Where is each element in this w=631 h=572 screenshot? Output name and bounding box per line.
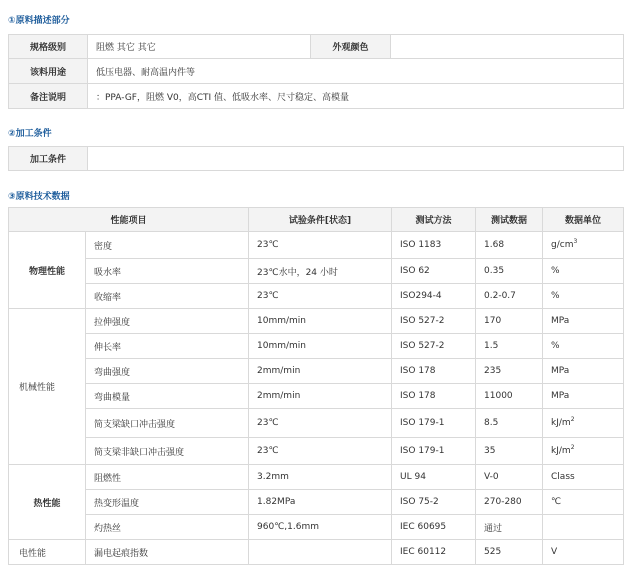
test-method: ISO 527-2 xyxy=(392,309,476,334)
processing-value xyxy=(88,147,624,171)
test-value: 通过 xyxy=(476,515,543,540)
remarks-value: ：PPA-GF，阻燃 V0，高CTI 值、低吸水率、尺寸稳定、高模量 xyxy=(88,84,624,109)
test-value: 235 xyxy=(476,359,543,384)
property-name: 伸长率 xyxy=(86,334,249,359)
test-condition: 23℃ xyxy=(249,438,392,465)
test-condition xyxy=(249,540,392,565)
property-name: 吸水率 xyxy=(86,259,249,284)
table-row xyxy=(9,438,624,465)
test-method: UL 94 xyxy=(392,465,476,490)
unit xyxy=(543,232,624,259)
unit: % xyxy=(543,334,624,359)
property-name: 弯曲强度 xyxy=(86,359,249,384)
property-name: 收缩率 xyxy=(86,284,249,309)
category-thermal: 热性能 xyxy=(9,465,86,540)
table-row xyxy=(9,259,624,284)
test-method: ISO 527-2 xyxy=(392,334,476,359)
unit xyxy=(543,515,624,540)
table-row xyxy=(9,35,624,59)
unit-text: kJ/m xyxy=(551,446,571,456)
test-method: ISO 179-1 xyxy=(392,438,476,465)
processing-table xyxy=(8,146,624,171)
test-value: 525 xyxy=(476,540,543,565)
section-title-processing: ②加工条件 xyxy=(8,129,52,139)
test-condition: 1.82MPa xyxy=(249,490,392,515)
test-condition: 23℃ xyxy=(249,232,392,259)
section-title-technical-data: ③原料技术数据 xyxy=(8,192,70,202)
table-row xyxy=(9,334,624,359)
unit: Class xyxy=(543,465,624,490)
header-condition: 试验条件[状态] xyxy=(249,208,392,232)
unit-superscript: 2 xyxy=(570,444,575,451)
table-header-row xyxy=(9,208,624,232)
unit-superscript: 3 xyxy=(573,238,578,245)
table-row xyxy=(9,540,624,565)
test-method: ISO 62 xyxy=(392,259,476,284)
test-value: 270-280 xyxy=(476,490,543,515)
test-value: 35 xyxy=(476,438,543,465)
table-row xyxy=(9,309,624,334)
header-unit: 数据单位 xyxy=(543,208,624,232)
test-value: V-0 xyxy=(476,465,543,490)
test-method: ISO294-4 xyxy=(392,284,476,309)
unit: MPa xyxy=(543,309,624,334)
appearance-value xyxy=(391,35,624,59)
grade-value: 阻燃 其它 其它 xyxy=(88,35,311,59)
table-row xyxy=(9,465,624,490)
table-row xyxy=(9,147,624,171)
table-row xyxy=(9,284,624,309)
property-name: 热变形温度 xyxy=(86,490,249,515)
category-physical: 物理性能 xyxy=(9,232,86,309)
test-condition: 960℃,1.6mm xyxy=(249,515,392,540)
unit-superscript: 2 xyxy=(570,416,575,423)
test-value: 0.2-0.7 xyxy=(476,284,543,309)
property-name: 拉伸强度 xyxy=(86,309,249,334)
test-condition: 23℃ xyxy=(249,409,392,438)
table-row xyxy=(9,490,624,515)
table-row xyxy=(9,84,624,109)
test-condition: 23℃ xyxy=(249,284,392,309)
usage-value: 低压电器、耐高温内件等 xyxy=(88,59,624,84)
test-method: ISO 75-2 xyxy=(392,490,476,515)
test-value: 0.35 xyxy=(476,259,543,284)
test-condition: 10mm/min xyxy=(249,334,392,359)
test-value: 1.68 xyxy=(476,232,543,259)
unit xyxy=(543,409,624,438)
unit: MPa xyxy=(543,359,624,384)
grade-label: 规格级别 xyxy=(9,35,88,59)
property-name: 漏电起痕指数 xyxy=(86,540,249,565)
unit-text: kJ/m xyxy=(551,418,571,428)
test-condition: 2mm/min xyxy=(249,384,392,409)
test-condition: 2mm/min xyxy=(249,359,392,384)
test-value: 170 xyxy=(476,309,543,334)
material-description-table xyxy=(8,34,624,109)
test-method: ISO 1183 xyxy=(392,232,476,259)
test-value: 8.5 xyxy=(476,409,543,438)
category-mechanical: 机械性能 xyxy=(9,309,86,465)
unit: V xyxy=(543,540,624,565)
table-row xyxy=(9,59,624,84)
test-method: ISO 178 xyxy=(392,384,476,409)
test-condition: 3.2mm xyxy=(249,465,392,490)
table-row xyxy=(9,515,624,540)
remarks-label: 备注说明 xyxy=(9,84,88,109)
category-electrical: 电性能 xyxy=(9,540,86,565)
appearance-label: 外观颜色 xyxy=(311,35,391,59)
unit: ℃ xyxy=(543,490,624,515)
test-method: ISO 179-1 xyxy=(392,409,476,438)
test-method: IEC 60695 xyxy=(392,515,476,540)
usage-label: 该料用途 xyxy=(9,59,88,84)
header-method: 测试方法 xyxy=(392,208,476,232)
table-row xyxy=(9,359,624,384)
header-data: 测试数据 xyxy=(476,208,543,232)
property-name: 灼热丝 xyxy=(86,515,249,540)
unit xyxy=(543,438,624,465)
property-name: 简支梁缺口冲击强度 xyxy=(86,409,249,438)
technical-data-table xyxy=(8,207,624,565)
property-name: 密度 xyxy=(86,232,249,259)
unit-text: g/cm xyxy=(551,240,574,250)
table-row xyxy=(9,409,624,438)
test-condition: 23℃水中，24 小时 xyxy=(249,259,392,284)
unit: % xyxy=(543,259,624,284)
section-title-material-description: ①原料描述部分 xyxy=(8,16,70,26)
test-value: 1.5 xyxy=(476,334,543,359)
test-method: ISO 178 xyxy=(392,359,476,384)
table-row xyxy=(9,232,624,259)
unit: MPa xyxy=(543,384,624,409)
table-row xyxy=(9,384,624,409)
property-name: 简支梁非缺口冲击强度 xyxy=(86,438,249,465)
property-name: 弯曲模量 xyxy=(86,384,249,409)
unit: % xyxy=(543,284,624,309)
test-condition: 10mm/min xyxy=(249,309,392,334)
header-item: 性能项目 xyxy=(9,208,249,232)
test-method: IEC 60112 xyxy=(392,540,476,565)
processing-label: 加工条件 xyxy=(9,147,88,171)
test-value: 11000 xyxy=(476,384,543,409)
property-name: 阻燃性 xyxy=(86,465,249,490)
